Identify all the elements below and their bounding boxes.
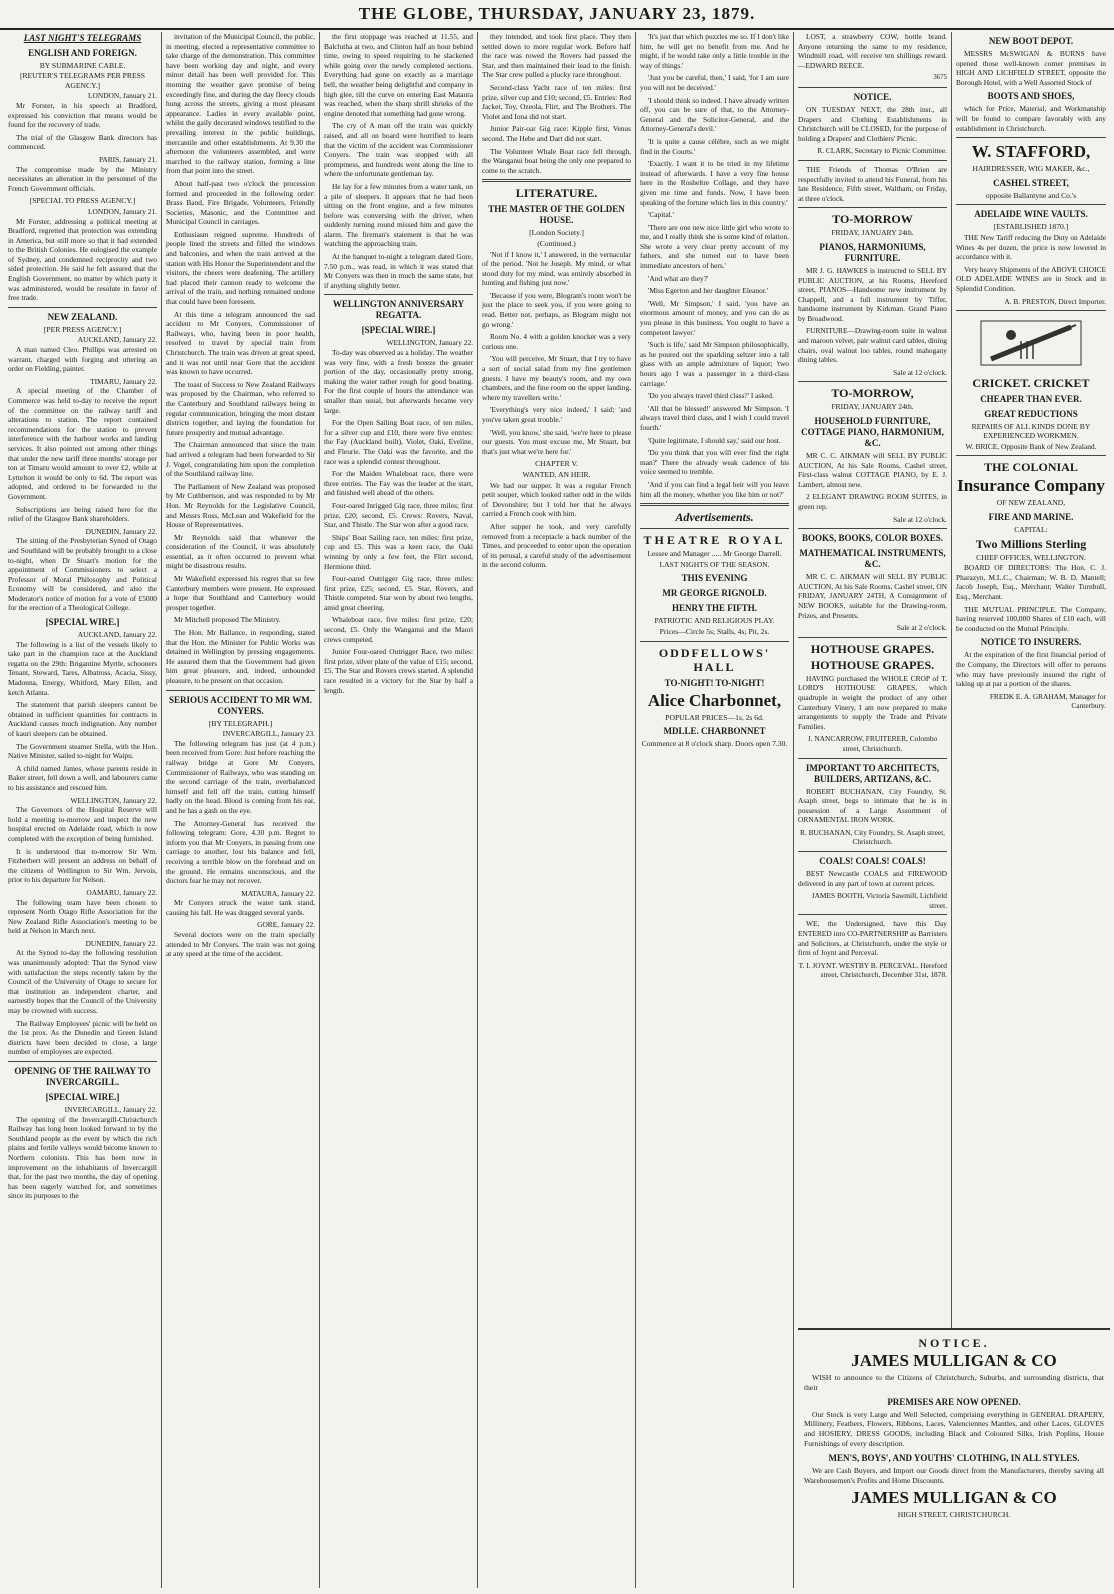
story-text: 'Just you be careful, then,' I said, 'for I am sure you will not be deceived.' xyxy=(640,73,789,92)
article-text: Whaleboat race, five miles: first prize, £20; second, £5. Only the Wanganui and the Maori crews competed. xyxy=(324,615,473,644)
divider xyxy=(798,851,947,852)
article-text: It is understood that to-morrow Sir Wm. Fitzherbert will present an address on behalf of the citizens of Wellington to Sir Wm. Jervois, prior to his departure for Nelson. xyxy=(8,846,157,885)
ad-mulligan-notice: NOTICE. xyxy=(918,1336,990,1350)
article-text: Second-class Yacht race of ten miles: first prize, silver cup and £10; second, £5. Entries: Red Jacket, Toy, Ozeola, Flirt, and The Brothers. The Violet and Iona did not start. xyxy=(482,82,631,121)
article-text: The Volunteer Whale Boat race fell through, the Wanganui boat being the only one prepared to come to the scratch. xyxy=(482,146,631,175)
article-text: Mr Wakefield expressed his regret that so few Canterbury members were present. He expressed a hope that Southland and Canterbury would prosper together. xyxy=(166,574,315,612)
story-text: After supper he took, and very carefully removed from a receptacle a back number of the Times, and proceeded to enter upon the operation of its perusal, a careful study of the advertisement in the second column. xyxy=(482,521,631,570)
column-5 xyxy=(636,32,794,1588)
column-4 xyxy=(478,32,636,1588)
article-text: The Governors of the Hospital Reserve will hold a meeting to-morrow and inspect the new hospital erected on Adelaide road, which is now completed with the exception of being furnished. xyxy=(8,805,157,843)
divider xyxy=(956,455,1106,456)
story-text: 'Everything's very nice indeed,' I said; 'and you've taken great trouble.' xyxy=(482,405,631,424)
ad-cricket-reductions: GREAT REDUCTIONS xyxy=(984,408,1078,419)
story-text: 'Such is life,' said Mr Simpson philosophically, as he poured out the sparkling seltzer into a tall glass with an ample admixture of liquor; 'two hours ago I was a passenger in a third-class carriage.' xyxy=(640,340,789,388)
article-text: Several doctors were on the train specially attended to Mr Conyers. The train was not going at any speed at the time of the accident. xyxy=(166,930,315,959)
ad-date: FRIDAY, JANUARY 24th. xyxy=(831,228,914,238)
story-text: 'It's just that which puzzles me so. If I don't like him, he will get no benefit from me. And he might, if he would take only a little trouble in the way of things.' xyxy=(640,32,789,70)
ad-insurance-company: Insurance Company xyxy=(957,476,1105,496)
credit-london-society: [London Society.] xyxy=(529,228,584,238)
divider xyxy=(8,307,157,308)
ad-insurance-capital: Two Millions Sterling xyxy=(975,536,1087,551)
ad-insurers-text: At the expiration of the first financial period of the Company, the Directors will offer to persons who may have previously insured the right of taking up at par a portion of the shares. xyxy=(956,650,1106,689)
ad-pianos-heading: PIANOS, HARMONIUMS, FURNITURE. xyxy=(819,241,926,263)
story-text: Room No. 4 with a golden knocker was a very curious one. xyxy=(482,332,631,351)
article-text: The following telegram has just (at 4 p.m.) been received from Gore: Just before reaching the railway bridge at Gore Mr Conyers, Commissioner of Railways, who was standing on the second carriage of the train, overbalanced himself and fell off the train, cutting himself badly on the head. Blood is coming from his ear, and he has a gash on the eye. xyxy=(166,738,315,815)
article-text: Junior Four-oared Outrigger Race, two miles: first prize, silver plate of the value of £15; second, £5. The Star and Rovers crews started. A splendid race resulted in a victory for the Star by half a length. xyxy=(324,647,473,695)
divider xyxy=(324,294,473,295)
heading-golden-house: THE MASTER OF THE GOLDEN HOUSE. xyxy=(488,204,625,226)
story-text: 'You will perceive, Mr Stuart, that I try to have a sort of social salad from my fine gentlemen guests. I have my beauty's room, and my own chambers, and the fine room on the upper landing, where my travellers write.' xyxy=(482,354,631,402)
article-text: The statement that parish sleepers cannot be obtained in sufficient quantities for contracts in Auckland causes much indignation. Any number of kauri sleepers can be obtained. xyxy=(8,700,157,738)
credit-special: [SPECIAL TO PRESS AGENCY.] xyxy=(29,196,136,206)
ad-mulligan-clothing: MEN'S, BOYS', AND YOUTHS' CLOTHING, IN ALL STYLES. xyxy=(828,1452,1080,1463)
ad-theatre-prices: Prices—Circle 5s; Stalls, 4s; Pit, 2s. xyxy=(659,626,770,636)
heading-telegrams: LAST NIGHT'S TELEGRAMS xyxy=(23,33,142,43)
ad-buchanan-text: ROBERT BUCHANAN, City Foundry, St. Asaph street, begs to intimate that he is in possession of a Large Assortment of ORNAMENTAL IRON WORK. xyxy=(798,786,947,825)
ad-established: [ESTABLISHED 1870.] xyxy=(993,222,1069,232)
article-text: they intended, and took first place. They then settled down to more regular work. Before half the race was rowed the Rovers had passed the Star, and then maintained their lead to the finish. The Star crew pulled a plucky race throughout. xyxy=(482,32,631,80)
ad-drapers-picnic: ON TUESDAY NEXT, the 28th inst., all Drapers and Clothing Establishments in Christchurch will be CLOSED, for the purpose of holding a Drapers' and Clothiers' Picnic. xyxy=(798,104,947,143)
divider xyxy=(640,641,789,642)
story-text: 'It is quite a cause célèbre, such as we might find in the Courts.' xyxy=(640,136,789,156)
dateline: DUNEDIN, January 22. xyxy=(85,938,157,948)
ad-tomorrow-heading: TO-MORROW xyxy=(832,212,913,227)
divider xyxy=(798,758,947,759)
ad-oddfellows-artist: Alice Charbonnet, xyxy=(647,690,782,710)
ad-signature: R. CLARK, Secretary to Picnic Committee. xyxy=(817,146,947,156)
ad-signature: J. NANCARROW, FRUITERER, Colombo street, Christchurch. xyxy=(807,734,938,753)
article-text: Mr Reynolds said that whatever the consideration of the Council, it was absolutely essential, as it often occurred to prevent what might be disastrous results. xyxy=(166,532,315,571)
divider xyxy=(956,137,1106,138)
ad-stafford-street: CASHEL STREET, xyxy=(993,177,1069,188)
ad-insurance-offices: CHIEF OFFICES, WELLINGTON. xyxy=(976,552,1086,562)
heading-english-foreign: ENGLISH AND FOREIGN. xyxy=(28,47,137,58)
ad-signature: R. BUCHANAN, City Foundry, St. Asaph street, Christchurch. xyxy=(799,827,946,847)
article-text: Ships' Boat Sailing race, ten miles: first prize, cup and £5. This was a keen race, the Oaki winning by only a few feet, the Flirt second, Hermione third. xyxy=(324,532,473,571)
ad-insurance-capital-label: CAPITAL: xyxy=(1014,525,1048,535)
ad-coals-text: BEST Newcastle COALS and FIREWOOD delivered in any part of town at current prices. xyxy=(798,869,947,888)
story-text: 'I should think so indeed. I have already written off, you can be sure of that, to the Attorney-General and the Solicitor-General, and the Attorney-General's devil.' xyxy=(640,95,789,134)
story-text: We had our supper. It was a regular French petit souper, which looked rather odd in the wilds of Devonshire; but I told her that he always carried a French cook with him. xyxy=(482,480,631,519)
dateline: DUNEDIN, January 22. xyxy=(85,526,157,536)
ad-insurance-mutual: THE MUTUAL PRINCIPLE. The Company, having reserved 100,000 Shares of £10 each, will be conducted on the Mutual Principle. xyxy=(956,604,1106,633)
article-text: Four-oared Inrigged Gig race, three miles; first prize, £20; second, £5. Crews: Rovers, Naval, Star, and Thistle. The Star won after a good race. xyxy=(324,500,473,530)
ad-cricket-heading: CRICKET. CRICKET xyxy=(972,375,1090,390)
story-text: 'Quite legitimate, I should say,' said our host. xyxy=(648,435,781,445)
article-text: Mr Forster, addressing a political meeting at Bradford, regretted that protection was extending in America, but still more so that it had extended to the British Colonies. He eulogised the example of Sydney, and condemned reciprocity and two sided protection. He said he felt assured that the English Government, no matter by which party it was administered, would be resolute in favor of free trade. xyxy=(8,216,157,303)
ad-boot-text: which for Price, Material, and Workmanship will be found to compare favorably with any establishment in Christchurch. xyxy=(956,104,1106,133)
ad-date: FRIDAY, JANUARY 24th. xyxy=(831,402,914,412)
divider xyxy=(482,179,631,182)
ad-books-heading: BOOKS, BOOKS, COLOR BOXES. xyxy=(801,533,944,544)
column-3 xyxy=(320,32,478,1588)
article-text: invitation of the Municipal Council, the public, in meeting, elected a representative committee to take charge of the demonstration. This committee have been working day and night, and every minor detail has been well provided for. This morning the weather gave promise of being exceedingly fine, and during the day fleecy clouds hung across the streets, giving a most pleasant appearance. Ladies in every available point, whilst the gaily decorated windows testified to the prevailing interest in the public buildings, mercantile and other establishments. At 9.30 the afternoon the volunteers assembled, and were marched to the railway station, forming a line from that point into the street. xyxy=(166,32,315,176)
continued-label: (Continued.) xyxy=(537,238,576,248)
ad-stafford-name: W. STAFFORD, xyxy=(971,142,1091,162)
ad-theatre-play-desc: PATRIOTIC AND RELIGIOUS PLAY. xyxy=(654,616,775,626)
article-text: The Chairman announced that since the train had arrived a telegram had been forwarded to Sir J. Vogel, congratulating him upon the completion of the Southland railway line. xyxy=(166,440,315,479)
divider xyxy=(798,914,947,915)
article-text: At this time a telegram announced the sad accident to Mr Conyers, Commissioner of Railways, who, having been in poor health, resolved to travel by special train from Christchurch. The train was driven at great speed, and it was not until near Gore that the accident was known to have occurred. xyxy=(166,309,315,377)
ad-mulligan-text: We are Cash Buyers, and Import our Goods direct from the Manufacturers, thereby saving all Warehousemen's Profits and Home Discounts. xyxy=(804,1465,1104,1485)
ad-grapes-heading: HOTHOUSE GRAPES. xyxy=(810,641,935,656)
dateline: TIMARU, January 22. xyxy=(90,376,157,386)
divider xyxy=(798,381,947,382)
ad-stafford-opposite: opposite Ballantyne and Co.'s xyxy=(985,190,1077,200)
dateline: INVERCARGILL, January 22. xyxy=(64,1105,157,1114)
story-text: 'All that be blessed!' answered Mr Simpson. 'I always travel third class, and I wish I could travel fourth.' xyxy=(640,403,789,432)
article-text: The compromise made by the Ministry necessitates an alteration in the personnel of the French Government officials. xyxy=(8,164,157,193)
article-text: He lay for a few minutes from a water tank, on a pile of sleepers. It appears that he had been sitting on the front engine, and a few minutes before was conversing with the driver, when suddenly turning round missed him and gave the alarm. The fireman's statement is that he was watching the approaching train. xyxy=(324,181,473,249)
article-text: Mr Conyers struck the water tank stand, causing his fall. He was dragged several yards. xyxy=(166,898,315,917)
ad-instruments-heading: MATHEMATICAL INSTRUMENTS, &C. xyxy=(799,548,946,570)
divider xyxy=(798,528,947,529)
article-text: For the Maiden Whaleboat race, there were three entries. The Fay was the leader at the start, and finished well ahead of the others. xyxy=(324,469,473,498)
article-text: A child named James, whose parents reside in Baker street, fell down a well, and labourers came to his assistance and rescued him. xyxy=(8,763,157,792)
ad-oddfellows-mdlle: MDLLE. CHARBONNET xyxy=(663,726,766,737)
ad-wine-text: THE New Tariff reducing the Duty on Adelaide Wines 4s per dozen, the price is now lowered in accordance with it. xyxy=(956,232,1106,262)
dateline: INVERCARGILL, January 23. xyxy=(222,729,315,739)
ad-mulligan-title-bottom: JAMES MULLIGAN & CO xyxy=(851,1488,1057,1508)
ad-oddfellows-title: ODDFELLOWS' HALL xyxy=(658,645,771,674)
ad-theatre-actor: MR GEORGE RIGNOLD. xyxy=(662,588,767,599)
ad-sale-time: Sale at 12 o'clock. xyxy=(893,367,947,377)
chapter-heading: CHAPTER V. xyxy=(535,459,578,469)
article-text: Subscriptions are being raised here for the relief of the Glasgow Bank shareholders. xyxy=(8,504,157,524)
divider xyxy=(640,528,789,529)
divider xyxy=(8,1061,157,1062)
ad-grapes-text: HAVING purchased the WHOLE CROP of T. LORD'S HOTHOUSE GRAPES, which quadruple in weight the product of any other Canterbury Vinery, I am now prepared to make arrangements to supply the Trade and Private Families. xyxy=(798,673,947,731)
credit-telegraph: [BY TELEGRAPH.] xyxy=(208,718,273,728)
article-text: the first stoppage was reached at 11.55, and Balclutha at two, and Clinton half an hour behind time, owing to speed requiring to be slackened while going over the newly completed sections. Everything had gone on exactly as a marriage bell, the weather being delightful and company in high glee, till the curve on entering East Mataura was reached, when the sharp shrill shrieks of the engine denoted that something had gone wrong. xyxy=(324,32,473,118)
ad-lost-cow: LOST, a strawberry COW, bottle brand. Anyone returning the same to my residence, Windmill road, will receive ten shillings reward.—EDWARD REECE. xyxy=(798,32,947,70)
ad-signature: W. BRICE, Opposite Bank of New Zealand. xyxy=(965,441,1097,451)
dateline: LONDON, January 21. xyxy=(88,91,157,101)
article-text: Four-oared Outrigger Gig race, three miles: first prize, £25; second, £5. Star, Rovers, and Thistle competed. Star won by about two lengths, amid great cheering. xyxy=(324,574,473,612)
article-text: The following is a list of the vessels likely to take part in the champion race at the Auckland regatta on the 29th: Brigantine Myrtle, schooners Tenant, Steward, Tares, Albatross, Acacia, Sissy, Madonna, Energy, Whitford, Mary Ellen, and ketch Atlanta. xyxy=(8,639,157,697)
divider xyxy=(798,207,947,208)
story-text: 'Because if you were, Blogram's room won't be just the place to seek you, if you were going to read. Better not, perhaps, as Blogram might not go wrong.' xyxy=(482,290,631,329)
ad-insurance-the-colonial: THE COLONIAL xyxy=(984,460,1078,475)
ad-theatre-title: THEATRE ROYAL xyxy=(643,533,786,548)
article-text: Mr Mitchell proposed The Ministry. xyxy=(174,615,281,625)
heading-regatta: WELLINGTON ANNIVERSARY REGATTA. xyxy=(332,299,465,321)
subheading-cable: BY SUBMARINE CABLE. xyxy=(39,60,126,70)
heading-special-wire: [SPECIAL WIRE.] xyxy=(361,325,436,336)
ad-signature: FREDK E. A. GRAHAM, Manager for Canterbury. xyxy=(989,691,1106,711)
story-text: 'There are one new nice little girl who wrote to me, and I really think she is some kind of relation. She wrote a very clear pretty account of my fathers, and she turned out to have been immediate ancestors of hers.' xyxy=(640,222,789,271)
ad-sale-time: Sale at 12 o'clock. xyxy=(893,514,947,524)
ad-household-heading: HOUSEHOLD FURNITURE, COTTAGE PIANO, HARMONIUM, &C. xyxy=(801,416,944,449)
article-text: About half-past two o'clock the procession formed and proceeded in the following order: Brass Band, Fire Brigade, Volunteers, Friendly Societies, Masonic, and the Committee and Municipal Council in carriages. xyxy=(166,178,315,227)
masthead: THE GLOBE, THURSDAY, JANUARY 23, 1879. xyxy=(0,0,1114,30)
ad-stafford-trade: HAIRDRESSER, WIG MAKER, &c., xyxy=(972,164,1090,174)
article-text: At the banquet to-night a telegram dated Gore, 7.50 p.m., was read, in which it was stated that Mr Conyers was then in much the same state, but if anything slightly better. xyxy=(324,252,473,290)
ad-insurance-fire-marine: FIRE AND MARINE. xyxy=(988,512,1074,523)
article-text: To-day was observed as a holiday. The weather was very fine, with a fresh breeze the greater portion of the day, occasionally pretty strong, making the water rather rough for good boating. For the first couple of hours the attendance was smaller than usual, but afterwards became very large. xyxy=(324,348,473,415)
ad-architects-heading: IMPORTANT TO ARCHITECTS, BUILDERS, ARTIZANS, &C. xyxy=(805,762,940,784)
column-1 xyxy=(4,32,162,1588)
ad-oddfellows-times: Commence at 8 o'clock sharp. Doors open 7.30. xyxy=(641,739,788,749)
dateline: GORE, January 22. xyxy=(257,920,315,930)
divider xyxy=(640,503,789,506)
dateline: AUCKLAND, January 22. xyxy=(77,335,157,345)
ad-insurers-notice: NOTICE TO INSURERS. xyxy=(980,637,1082,648)
heading-special-wire: [SPECIAL WIRE.] xyxy=(45,1092,120,1102)
cricket-bat-icon xyxy=(961,315,1101,371)
story-text: 'Capital.' xyxy=(648,210,674,220)
article-text: For the Open Sailing Boat race, of ten miles, for a silver cup and £10, there were five entries: the Fay (Auckland built), Violet, Oaki, Eveline, and Fleurie. The Oaki was the favorite, and the race was a splendid contest throughout. xyxy=(324,418,473,466)
article-text: The Government steamer Stella, with the Hon. Native Minister, sailed to-night for Waipu. xyxy=(8,741,157,761)
story-text: 'Well, you know,' she said, 'we're here to please our guests. You must excuse me, Mr Stuart, but that's just what we're here for.' xyxy=(482,427,631,456)
ad-hawkes-furniture: FURNITURE—Drawing-room suite in walnut and maroon velvet, pair walnut card tables, dining chairs, oval walnut loo tables, round mahogany dining tables. xyxy=(798,326,947,365)
ad-mulligan xyxy=(798,1328,1110,1590)
dateline: MATAURA, January 22. xyxy=(241,888,315,898)
ad-signature: JAMES BOOTH, Victoria Sawmill, Lichfield street. xyxy=(811,891,947,910)
article-text: The Railway Employees' picnic will be held on the 1st prox. As the Dunedin and Green Island districts have been decided to close, a large number of employees are expected. xyxy=(8,1018,157,1057)
ad-cricket-repairs: REPAIRS OF ALL KINDS DONE BY EXPERIENCED WORKMEN. xyxy=(971,421,1091,441)
article-text: The cry of A man off the train was quickly raised, and all on board were horrified to learn that the victim of the accident was Commissioner Conyers. The train was stopped with all promptness, and hundreds went along the line to where the unfortunate gentleman lay. xyxy=(324,121,473,179)
column-2 xyxy=(162,32,320,1588)
ad-mulligan-title: JAMES MULLIGAN & CO xyxy=(851,1351,1057,1370)
heading-literature: LITERATURE. xyxy=(515,186,598,201)
story-text: 'And what are they?' xyxy=(648,273,709,283)
ad-tomorrow-heading: TO-MORROW, xyxy=(831,386,914,401)
article-text: The sitting of the Presbyterian Synod of Otago and Southland will be probably brought to a close to-night, when Dr Stuart's motion for the appointment of Commissioners to select a Professor of Moral Philosophy and Political Economy will be considered, and also the Moderator's notice of motion for a vote of £5000 for the erection of a Theological College. xyxy=(8,536,157,613)
dateline: LONDON, January 21. xyxy=(88,206,157,216)
divider xyxy=(166,690,315,691)
article-text: Enthusiasm reigned supreme. Hundreds of people lined the streets and filled the windows and balconies, and when the train arrived at the station with His Honor the Superintendent and the visitors, the cheers were deafening. The artillery had placed their cannon ready to welcome the arrival of the train, and nothing remained undone that could have been foreseen. xyxy=(166,229,315,307)
ad-boots-shoes: BOOTS AND SHOES, xyxy=(987,91,1075,102)
ad-mulligan-text: Our Stock is very Large and Well Selected, comprising everything in GENERAL DRAPERY, Millinery, Feathers, Flowers, Ribbons, Laces, Valenciennes Mantles, and other Laces, GLOVES and HOSIERY, DRESS GOODS, including Black and Coloured Silks, Irish Poplins, House Furnishings of every description. xyxy=(804,1409,1104,1448)
ad-oddfellows-prices: POPULAR PRICES—1s, 2s 6d. xyxy=(665,712,764,722)
ad-books-auction: MR C. C. AIKMAN will SELL BY PUBLIC AUCTION, At his Sale Rooms, Cashel street, ON FRIDAY, JANUARY 24TH, A Consignment of NEW BOOKS, suitable for the Drawing-room, Prizes, and Presents. xyxy=(798,572,947,620)
ad-wine-text: Very heavy Shipments of the ABOVE CHOICE OLD ADELAIDE WINES are in Stock and in Splendid Condition. xyxy=(956,264,1106,293)
article-text: At the Synod to-day the following resolution was unanimously adopted: That the Synod view with satisfaction the steps recently taken by the Council of the University of Otago to secure for that institution an independent charter, and earnestly hopes that the Council of the University may be crowned with success. xyxy=(8,948,157,1016)
ad-theatre-evening: THIS EVENING xyxy=(681,573,748,584)
dateline: PARIS, January 21. xyxy=(98,154,157,164)
ad-cricket-cheaper: CHEAPER THAN EVER. xyxy=(980,393,1082,404)
article-text: The Hon. Mr Ballance, in responding, stated that the Hon. the Minister for Public Works was detained in Wellington by pressing engagements. He assured them that the Government had given him great pleasure, and, indeed, unbounded pleasure, to be present on that occasion. xyxy=(166,628,315,685)
article-text: A man named Cleo. Phillips was arrested on warrant, charged with forging and uttering an order on Fielding, painter. xyxy=(8,345,157,374)
article-text: The trial of the Glasgow Bank directors has commenced. xyxy=(8,132,157,152)
ad-aikman-auction: MR C. C. AIKMAN will SELL BY PUBLIC AUCTION, At his Sale Rooms, Cashel street, First-class walnut COTTAGE PIANO, by E. J. Lambert, almost new. xyxy=(798,451,947,489)
article-text: The Attorney-General has received the following telegram: Gore, 4.30 p.m. Regret to inform you that Mr Conyers, in passing from one carriage to another, lost his balance and fell, receiving a terrible blow on the forehead and on the ground. He remains unconscious, and the doctors fear he may not recover. xyxy=(166,818,315,886)
article-text: Mr Forster, in his speech at Bradford, expressed his conviction that means would be found for the recovery of trade. xyxy=(8,100,157,130)
divider xyxy=(798,637,947,638)
ad-oddfellows-tonight: TO-NIGHT! TO-NIGHT! xyxy=(664,677,765,688)
heading-new-zealand: NEW ZEALAND. xyxy=(47,311,118,322)
divider xyxy=(798,160,947,161)
ad-insurance-directors: BOARD OF DIRECTORS: The Hon. C. J. Pharazyn, M.L.C., Chairman; W. B. D. Mantell; Jacob Joseph, Esq., Merchant; Walter Turnbull, Esq., Merchant. xyxy=(956,563,1106,602)
dateline: WELLINGTON, January 22. xyxy=(386,338,473,348)
ad-hawkes-auction: MR J. G. HAWKES is instructed to SELL BY PUBLIC AUCTION, at his Rooms, Hereford street, PIANOS—Handsome new instrument by Chappell, and a full instrument by Tiffer, handsome instrument by Kirkman. Grand Piano by Broadwood. xyxy=(798,265,947,323)
notice-heading: NOTICE. xyxy=(853,91,892,102)
divider xyxy=(956,310,1106,311)
ad-mulligan-text: WISH to announce to the Citizens of Christchurch, Suburbs, and surrounding districts, that their xyxy=(804,1373,1104,1392)
ad-wine-vaults-heading: ADELAIDE WINE VAULTS. xyxy=(974,209,1088,220)
heading-conyers-accident: SERIOUS ACCIDENT TO MR WM. CONYERS. xyxy=(168,694,313,716)
ad-insurance-nz: OF NEW ZEALAND, xyxy=(996,498,1066,508)
ad-theatre-play: HENRY THE FIFTH. xyxy=(672,603,757,614)
ad-sale-time: Sale at 2 o'clock. xyxy=(896,623,947,633)
credit-press: [PER PRESS AGENCY.] xyxy=(43,324,122,334)
ad-theatre-season: LAST NIGHTS OF THE SEASON. xyxy=(659,559,770,569)
article-text: Junior Pair-oar Gig race: Kipple first, Venus second. The Hebe and Dart did not start. xyxy=(482,124,631,143)
divider xyxy=(798,87,947,88)
heading-railway-opening: OPENING OF THE RAILWAY TO INVERCARGILL. xyxy=(14,1066,151,1087)
article-text: The Parliament of New Zealand was proposed by Mr Cuthbertson, and was responded to by Mr Hon. Mr Reynolds for the Legislative Council, and Messrs Ross, McLean and Wakefield for the House of Representatives. xyxy=(166,481,315,530)
article-text: A special meeting of the Chamber of Commerce was held to-day to receive the report of the committee on the railway tariff and alterations to station. The report contained recommendations for the station to prevent interference with the harbour works and landing services. It also pointed out among other things that under the new tariff three months' storage per ton at Timaru would amount to over £2, while at Lyttelton it would be only to 6d. The report was adopted, and ordered to be forwarded to the Government. xyxy=(8,386,157,501)
ad-mulligan-premises: PREMISES ARE NOW OPENED. xyxy=(887,1396,1021,1407)
heading-advertisements: Advertisements. xyxy=(675,510,754,525)
article-text: The following team have been chosen to represent North Otago Rifle Association for the New Zealand Rifle Association's meeting to be held at Nelson in March next. xyxy=(8,897,157,936)
ad-signature: A. B. PRESTON, Direct Importer. xyxy=(1004,296,1106,306)
story-text: 'Miss Egerton and her daughter Eleanor.' xyxy=(648,286,769,296)
ad-coals-heading: COALS! COALS! COALS! xyxy=(819,856,926,867)
ad-signature: T. I. JOYNT. WESTBY B. PERCEVAL. Hereford street, Christchurch, December 31st, 1878. xyxy=(798,960,947,980)
ad-funeral: THE Friends of Thomas O'Brien are respectfully invited to attend his Funeral, from his late Residence, Fifth street, Waltham, on Friday, at three o'clock. xyxy=(798,164,947,203)
story-text: 'Not if I know it,' I answered, in the vernacular of the period. 'Not he Joseph. My mind, or what stood duty for my mind, was entirely absorbed in hunting and fishing just now.' xyxy=(482,249,631,288)
article-text: The opening of the Invercargill-Christchurch Railway has long been looked forward to by the Southland people as the event by which the rich plains and fertile valleys would become known to Northern colonists. This has been now in improvement on the inhabitants of Invercargill that, for the past two months, the day of opening has been eagerly watched for, and sometimes since its purposes to the xyxy=(8,1114,157,1201)
heading-special-wire: [SPECIAL WIRE.] xyxy=(45,617,120,628)
divider xyxy=(956,204,1106,205)
article-text: The toast of Success to New Zealand Railways was proposed by the Chairman, who referred to the Canterbury and Southland railways being in regular communication, bringing the most distant districts together, and laying the foundation for future prosperity and mutual advantage. xyxy=(166,379,315,437)
ad-boot-text: MESSRS McSWIGAN & BURNS have opened those well-known corner premises in HIGH AND LICHFIELD STREET, opposite the Borough Hotel, with a Well Assorted Stock of xyxy=(956,49,1106,87)
ad-number: 3675 xyxy=(933,74,947,82)
story-text: 'Do you always travel third class?' I asked. xyxy=(648,391,774,401)
story-text: 'And if you can find a legal heir will you leave him all the money, whether you like him or not?' xyxy=(640,479,789,499)
ad-partnership-text: WE, the Undersigned, have this Day ENTERED into CO-PARTNERSHIP as Barristers and Solicitors, at Christchurch, under the style or firm of Joynt and Perceval. xyxy=(798,919,947,958)
story-text: 'Do you think that you will ever find the right man?' There the already weak cadence of his voice seemed to tremble. xyxy=(640,448,789,477)
credit-reuters: [REUTER'S TELEGRAMS PER PRESS AGENCY.] xyxy=(19,71,146,90)
story-text: 'Well, Mr Simpson,' I said, 'you have an enormous amount of money, and you can do as you please in this business. You ought to have a competent lawyer.' xyxy=(640,298,789,337)
dateline: AUCKLAND, January 22. xyxy=(77,630,157,640)
ad-grapes-heading: HOTHOUSE GRAPES. xyxy=(810,657,935,672)
ad-mulligan-address: HIGH STREET, CHRISTCHURCH. xyxy=(897,1510,1011,1520)
ad-boot-depot-heading: NEW BOOT DEPOT. xyxy=(988,36,1074,46)
cricket-illustration xyxy=(956,315,1106,374)
ad-drawing-room-suites: 2 ELEGANT DRAWING ROOM SUITES, in green rep. xyxy=(798,492,947,511)
dateline: WELLINGTON, January 22. xyxy=(70,795,157,805)
ad-theatre-lessee: Lessee and Manager ..... Mr George Darrell. xyxy=(647,549,782,559)
chapter-title: WANTED, AN HEIR. xyxy=(522,469,591,479)
story-text: 'Exactly. I want it to be tried in my lifetime instead of afterwards. I have a very fine house here in the Rosheltre Collage, and they have given me time and funds. Now, I have been speaking of the fortune which lies in this country.' xyxy=(640,159,789,207)
dateline: OAMARU, January 22. xyxy=(86,887,157,897)
